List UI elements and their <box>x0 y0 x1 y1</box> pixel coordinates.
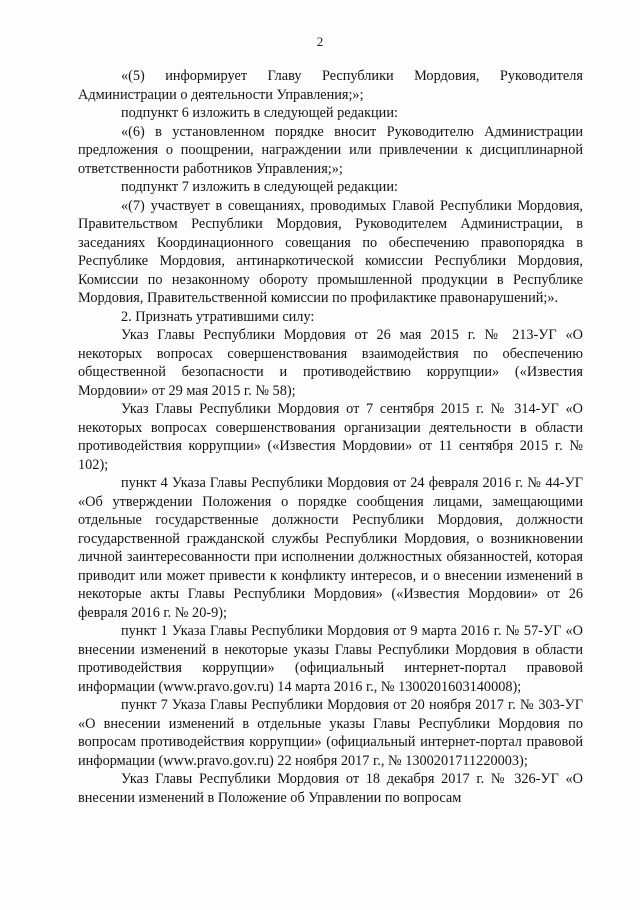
document-body <box>78 67 583 807</box>
paragraph-section-2-heading: 2. Признать утратившими силу: <box>121 308 315 325</box>
page-number: 2 <box>316 34 324 49</box>
paragraph-subpoint-7-text: «(7) участвует в совещаниях, проводимых Главой Республики Мордовия, Правительством Республики Мордовия, Руководителем Администрации, в заседаниях Координационного совещания по обеспечению правопорядка в Республике Мордовия, антинаркотической комиссии Республики Мордовия, Комиссии по незаконному обороту промышленной продукции в Республике Мордовия, Правительственной комиссии по профилактике правонарушений;». <box>78 197 583 306</box>
paragraph-subpoint-6-text: «(6) в установленном порядке вносит Руководителю Администрации предложения о поощрении, награждении или привлечении к дисциплинарной ответственности работников Управления;»; <box>78 123 583 177</box>
paragraph-subpoint-6-instruction: подпункт 6 изложить в следующей редакции: <box>121 105 398 121</box>
paragraph-subpoint-5-text: «(5) информирует Главу Республики Мордовия, Руководителя Администрации о деятельности Управления;»; <box>78 68 583 103</box>
paragraph-decree-44: пункт 4 Указа Главы Республики Мордовия от 24 февраля 2016 г. № 44-УГ «Об утверждении Положения о порядке сообщения лицами, замещающими отдельные государственные должности Республики Мордовия, должности государственной гражданской службы Республики Мордовия, о возникновении личной заинтересованности при исполнении должностных обязанностей, которая приводит или может привести к конфликту интересов, и о внесении изменений в некоторые акты Главы Республики Мордовия» («Известия Мордовии» от 26 февраля 2016 г. № 20-9); <box>78 475 583 621</box>
paragraph-decree-213: Указ Главы Республики Мордовия от 26 мая 2015 г. № 213-УГ «О некоторых вопросах совершенствования взаимодействия по обеспечению общественной безопасности и противодействию коррупции» («Известия Мордовии» от 29 мая 2015 г. № 58); <box>78 327 583 399</box>
paragraph-subpoint-7-instruction: подпункт 7 изложить в следующей редакции: <box>121 179 398 195</box>
paragraph-decree-303: пункт 7 Указа Главы Республики Мордовия от 20 ноября 2017 г. № 303-УГ «О внесении изменений в отдельные указы Главы Республики Мордовия по вопросам противодействия коррупции» (официальный интернет-портал правовой информации (www.pravo.gov.ru) 22 ноября 2017 г., № 1300201711220003); <box>78 697 583 769</box>
paragraph-decree-57: пункт 1 Указа Главы Республики Мордовия от 9 марта 2016 г. № 57-УГ «О внесении изменений в некоторые указы Главы Республики Мордовия в области противодействия коррупции» (официальный интернет-портал правовой информации (www.pravo.gov.ru) 14 марта 2016 г., № 1300201603140008); <box>78 623 583 695</box>
paragraph-decree-314: Указ Главы Республики Мордовия от 7 сентября 2015 г. № 314-УГ «О некоторых вопросах совершенствования организации деятельности в области противодействия коррупции» («Известия Мордовии» от 11 сентября 2015 г. № 102); <box>78 401 583 473</box>
paragraph-decree-326: Указ Главы Республики Мордовия от 18 декабря 2017 г. № 326-УГ «О внесении изменений в Положение об Управлении по вопросам <box>78 771 583 806</box>
